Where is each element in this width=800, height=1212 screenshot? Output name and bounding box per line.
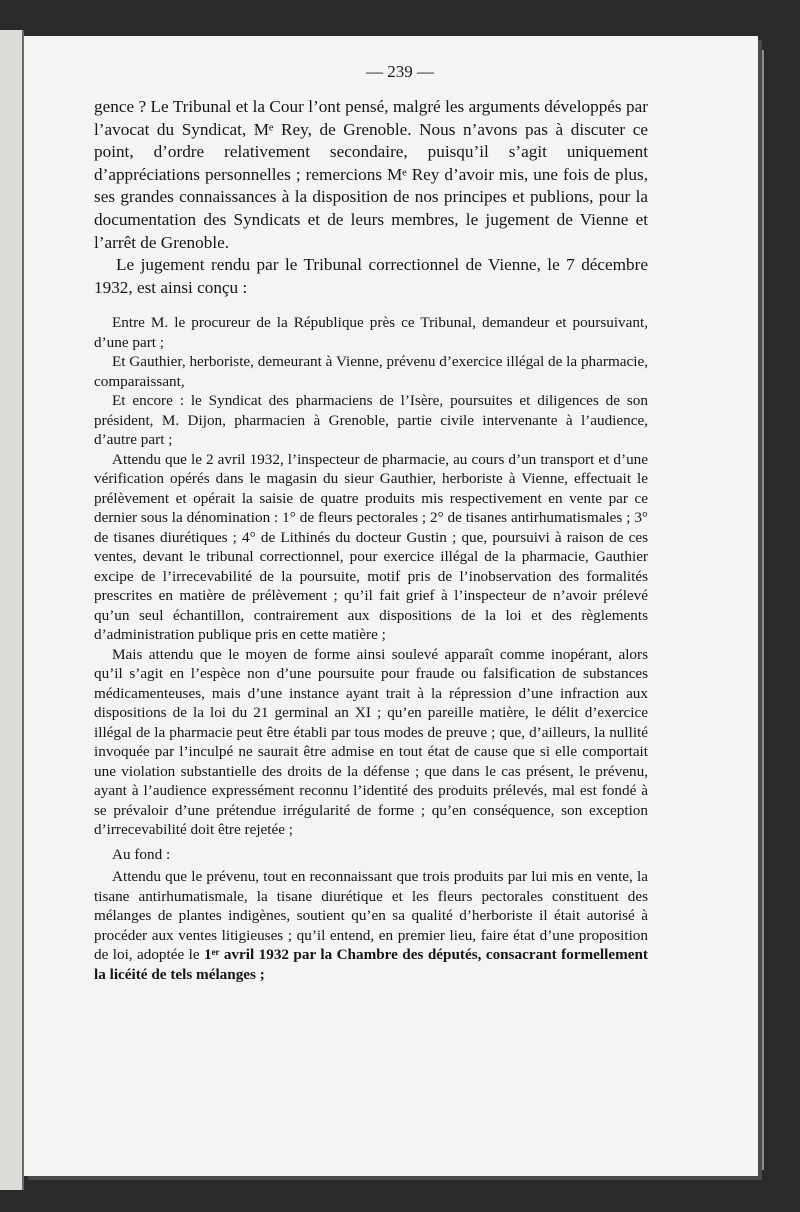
judgment-paragraph-5: Mais attendu que le moyen de forme ainsi soulevé apparaît comme inopérant, alors qu’il s’agit en l’espèce non d’une poursuite pour fraude ou falsification de substances médicamenteuses, mais d’une instance ayant trait à la répression d’une infraction aux dispositions de la loi du 21 germinal an XI ; qu’en pareille matière, le délit d’exercice illégal de la pharmacie peut être établi par tous modes de preuve ; que, d’ailleurs, la nullité invoquée par l’inculpé ne saurait être admise en tout état de cause que si elle comportait une violation substantielle des droits de la défense ; que dans le cas présent, le prévenu, ayant à l’audience expressément reconnu l’identité des produits prélevés, mal est fondé à se prévaloir d’une prétendue irrégularité de forme ; qu’en conséquence, son exception d’irrecevabilité doit être rejetée ; [94,645,648,839]
judgment-paragraph-1: Entre M. le procureur de la République près ce Tribunal, demandeur et poursuivant, d’une part ; [94,314,648,351]
page-number: — 239 — [366,62,434,81]
final-paragraph-bold: 1ᵉʳ avril 1932 par la Chambre des députés, consacrant formellement la licéité de tels mélanges ; [94,946,648,983]
judgment-paragraph-4: Attendu que le 2 avril 1932, l’inspecteur de pharmacie, au cours d’un transport et d’une vérification opérés dans le magasin du sieur Gauthier, herboriste à Vienne, effectuait le prélèvement et opérait la saisie de quatre produits mis respectivement en vente par ce dernier sous la dénomination : 1° de fleurs pectorales ; 2° de tisanes antirhumatismales ; 3° de tisanes diurétiques ; 4° de Lithinés du docteur Gustin ; que, poursuivi à raison de ces ventes, devant le tribunal correctionnel, pour exercice illégal de la pharmacie, Gauthier excipe de l’irrecevabilité de la poursuite, motif pris de l’inobservation des formalités prescrites en matière de prélèvement ; qu’il fait grief à l’inspecteur de n’avoir prélevé qu’un seul échantillon, contrairement aux dispositions de la loi et des règlements d’administration publique pris en cette matière ; [94,450,648,644]
judgment-text [94,313,648,984]
intro-paragraph-2: Le jugement rendu par le Tribunal correctionnel de Vienne, le 7 décembre 1932, est ainsi conçu : [94,255,648,297]
final-paragraph-text: Attendu que le prévenu, tout en reconnaissant que trois produits par lui mis en vente, la tisane antirhumatismale, la tisane diurétique et les fleurs pectorales constituent des mélanges de plantes indigènes, soutient qu’en sa qualité d’herboriste il était autorisé à procéder aux ventes litigieuses ; qu’il entend, en premier lieu, faire état d’une proposition de loi, adoptée le [94,868,648,964]
left-page-edge [0,30,24,1190]
judgment-paragraph-2: Et Gauthier, herboriste, demeurant à Vienne, prévenu d’exercice illégal de la pharmacie, comparaissant, [94,353,648,390]
editorial-intro [94,96,648,299]
right-page-edge [758,50,764,1170]
intro-paragraph-1: gence ? Le Tribunal et la Cour l’ont pensé, malgré les arguments développés par l’avocat du Syndicat, Mᵉ Rey, de Grenoble. Nous n’avons pas à discuter ce point, d’ordre relativement secondaire, puisqu’il s’agit uniquement d’appréciations personnelles ; remercions Mᵉ Rey d’avoir mis, une fois de plus, ses grandes connaissances à la disposition de nos principes et publions, pour la documentation des Syndicats et de leurs membres, le jugement de Vienne et l’arrêt de Grenoble. [94,97,648,252]
judgment-paragraph-6 [94,867,648,984]
judgment-paragraph-3: Et encore : le Syndicat des pharmaciens de l’Isère, poursuites et diligences de son président, M. Dijon, pharmacien à Grenoble, partie civile intervenante à l’audience, d’autre part ; [94,392,648,449]
section-heading-au-fond: Au fond : [112,845,171,863]
body-text [94,96,648,984]
